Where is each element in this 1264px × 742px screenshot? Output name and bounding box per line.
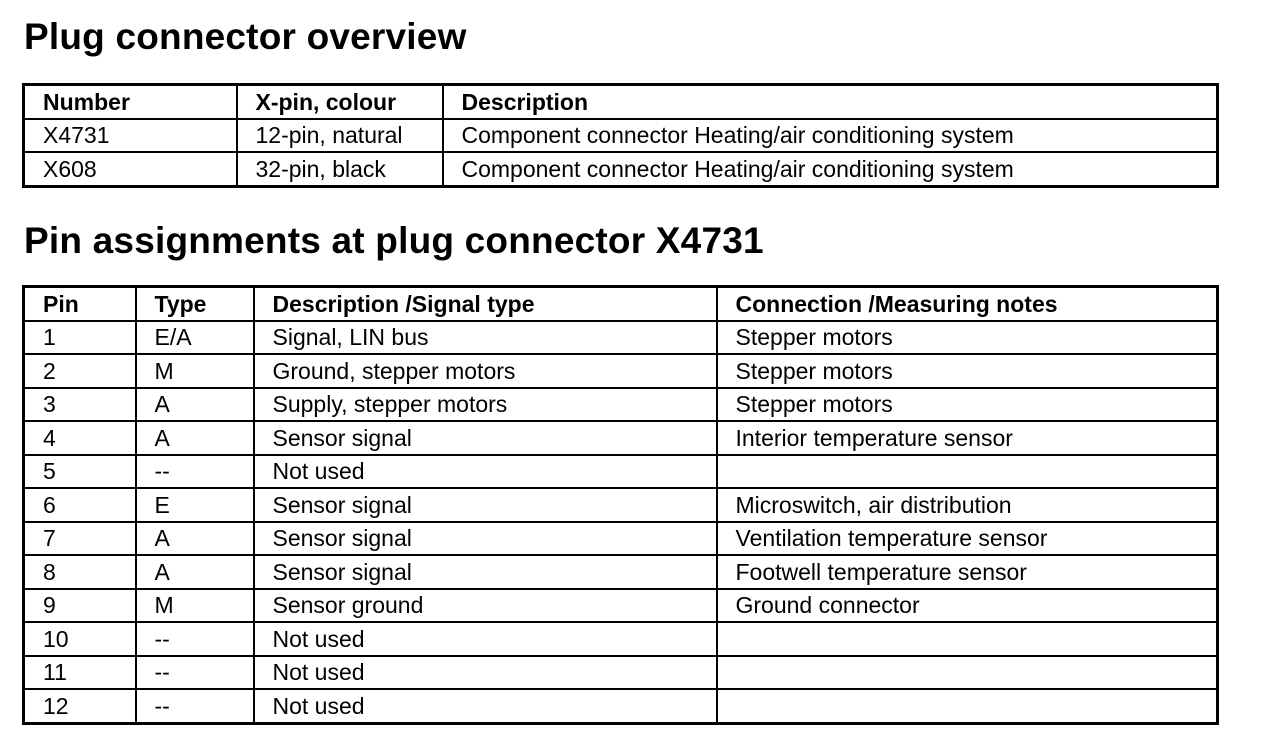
table-row bbox=[24, 321, 1218, 355]
cell-connection-notes: Ventilation temperature sensor bbox=[717, 522, 1218, 556]
table-row bbox=[24, 421, 1218, 455]
cell-description: Sensor signal bbox=[254, 522, 717, 556]
cell-description: Component connector Heating/air conditioning system bbox=[443, 152, 1218, 186]
cell-description: Signal, LIN bus bbox=[254, 321, 717, 355]
pin-assignments-table bbox=[22, 285, 1219, 725]
overview-title: Plug connector overview bbox=[24, 16, 467, 57]
table-row bbox=[24, 488, 1218, 522]
cell-connection-notes bbox=[717, 689, 1218, 723]
cell-type: A bbox=[136, 555, 254, 589]
cell-connection-notes: Stepper motors bbox=[717, 321, 1218, 355]
cell-description: Sensor signal bbox=[254, 555, 717, 589]
cell-connection-notes bbox=[717, 622, 1218, 656]
cell-pin: 1 bbox=[24, 321, 136, 355]
column-header-pin-colour: X-pin, colour bbox=[237, 85, 443, 119]
table-row bbox=[24, 354, 1218, 388]
cell-type: -- bbox=[136, 689, 254, 723]
cell-description: Supply, stepper motors bbox=[254, 388, 717, 422]
cell-pin: 10 bbox=[24, 622, 136, 656]
table-row bbox=[24, 522, 1218, 556]
cell-pin: 3 bbox=[24, 388, 136, 422]
table-row bbox=[24, 455, 1218, 489]
cell-connection-notes bbox=[717, 455, 1218, 489]
cell-pin: 5 bbox=[24, 455, 136, 489]
cell-type: E bbox=[136, 488, 254, 522]
cell-pin-colour: 32-pin, black bbox=[237, 152, 443, 186]
table-header-row bbox=[24, 287, 1218, 321]
cell-pin: 9 bbox=[24, 589, 136, 623]
column-header-description-signal-type: Description /Signal type bbox=[254, 287, 717, 321]
cell-type: A bbox=[136, 388, 254, 422]
cell-pin: 11 bbox=[24, 656, 136, 690]
cell-description: Component connector Heating/air conditioning system bbox=[443, 119, 1218, 153]
cell-type: -- bbox=[136, 622, 254, 656]
column-header-description: Description bbox=[443, 85, 1218, 119]
cell-type: A bbox=[136, 421, 254, 455]
cell-type: M bbox=[136, 354, 254, 388]
cell-pin-colour: 12-pin, natural bbox=[237, 119, 443, 153]
table-row bbox=[24, 388, 1218, 422]
table-row bbox=[24, 119, 1218, 153]
cell-type: E/A bbox=[136, 321, 254, 355]
cell-description: Ground, stepper motors bbox=[254, 354, 717, 388]
cell-type: -- bbox=[136, 455, 254, 489]
cell-description: Not used bbox=[254, 455, 717, 489]
cell-description: Not used bbox=[254, 622, 717, 656]
cell-connection-notes bbox=[717, 656, 1218, 690]
cell-connection-notes: Footwell temperature sensor bbox=[717, 555, 1218, 589]
cell-connection-notes: Ground connector bbox=[717, 589, 1218, 623]
cell-pin: 12 bbox=[24, 689, 136, 723]
table-header-row bbox=[24, 85, 1218, 119]
table-row bbox=[24, 152, 1218, 186]
column-header-number: Number bbox=[24, 85, 237, 119]
table-row bbox=[24, 555, 1218, 589]
cell-description: Sensor signal bbox=[254, 488, 717, 522]
cell-pin: 6 bbox=[24, 488, 136, 522]
cell-connection-notes: Stepper motors bbox=[717, 354, 1218, 388]
table-row bbox=[24, 656, 1218, 690]
table-row bbox=[24, 589, 1218, 623]
cell-connection-notes: Interior temperature sensor bbox=[717, 421, 1218, 455]
cell-type: A bbox=[136, 522, 254, 556]
cell-connection-notes: Microswitch, air distribution bbox=[717, 488, 1218, 522]
connector-overview-table bbox=[22, 83, 1219, 188]
cell-description: Sensor ground bbox=[254, 589, 717, 623]
table-row bbox=[24, 622, 1218, 656]
cell-connection-notes: Stepper motors bbox=[717, 388, 1218, 422]
cell-type: M bbox=[136, 589, 254, 623]
cell-description: Not used bbox=[254, 689, 717, 723]
cell-number: X4731 bbox=[24, 119, 237, 153]
cell-pin: 7 bbox=[24, 522, 136, 556]
cell-number: X608 bbox=[24, 152, 237, 186]
cell-type: -- bbox=[136, 656, 254, 690]
column-header-connection-notes: Connection /Measuring notes bbox=[717, 287, 1218, 321]
table-row bbox=[24, 689, 1218, 723]
pin-assignments-title: Pin assignments at plug connector X4731 bbox=[24, 220, 764, 261]
cell-pin: 8 bbox=[24, 555, 136, 589]
cell-pin: 2 bbox=[24, 354, 136, 388]
cell-pin: 4 bbox=[24, 421, 136, 455]
cell-description: Sensor signal bbox=[254, 421, 717, 455]
cell-description: Not used bbox=[254, 656, 717, 690]
column-header-type: Type bbox=[136, 287, 254, 321]
column-header-pin: Pin bbox=[24, 287, 136, 321]
